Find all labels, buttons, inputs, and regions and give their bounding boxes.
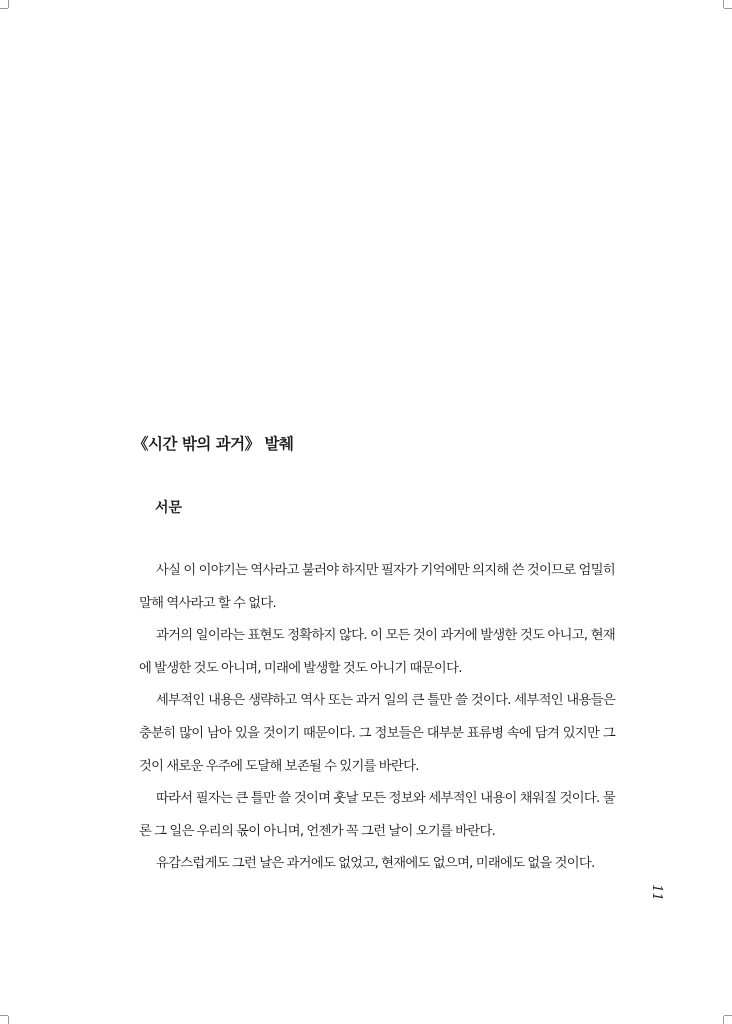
page-title: 《시간 밖의 과거》 발췌	[133, 434, 294, 453]
paragraph: 사실 이 이야기는 역사라고 불러야 하지만 필자가 기억에만 의지해 쓴 것이므로 엄밀히 말해 역사라고 할 수 없다.	[139, 563, 615, 611]
crop-mark-top-right-vertical	[723, 0, 724, 8]
paragraph: 세부적인 내용은 생략하고 역사 또는 과거 일의 큰 틀만 쓸 것이다. 세부적인 내용들은 충분히 많이 남아 있을 것이기 때문이다. 그 정보들은 대부분 표류병 속에 담겨 있지만 그것이 새로운 우주에 도달해 보존될 수 있기를 바란다.	[139, 693, 615, 774]
crop-mark-bottom-right-horizontal	[724, 1015, 732, 1016]
crop-mark-bottom-right-vertical	[723, 1016, 724, 1024]
body-text	[139, 555, 615, 881]
paragraph: 유감스럽게도 그런 날은 과거에도 없었고, 현재에도 없으며, 미래에도 없을 것이다.	[156, 856, 595, 872]
page-number: 11	[648, 884, 664, 901]
section-heading: 서문	[155, 500, 183, 516]
crop-mark-bottom-left-horizontal	[0, 1015, 8, 1016]
crop-mark-top-right-horizontal	[724, 8, 732, 9]
crop-mark-bottom-left-vertical	[8, 1016, 9, 1024]
paragraph: 과거의 일이라는 표현도 정확하지 않다. 이 모든 것이 과거에 발생한 것도 아니고, 현재에 발생한 것도 아니며, 미래에 발생할 것도 아니기 때문이다.	[139, 628, 615, 676]
paragraph: 따라서 필자는 큰 틀만 쓸 것이며 훗날 모든 정보와 세부적인 내용이 채워질 것이다. 물론 그 일은 우리의 몫이 아니며, 언젠가 꼭 그런 날이 오기를 바란다.	[139, 791, 615, 839]
crop-mark-top-left-horizontal	[0, 8, 8, 9]
crop-mark-top-left-vertical	[8, 0, 9, 8]
